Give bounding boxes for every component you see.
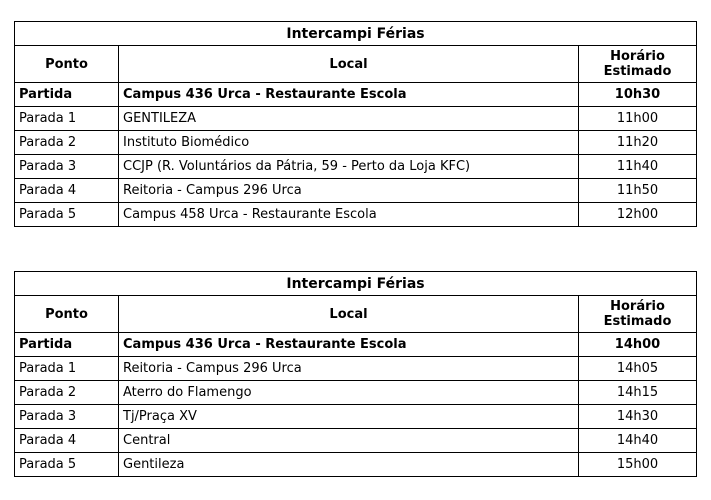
table-row [15,405,697,429]
cell-local: Tj/Praça XV [119,405,579,429]
header-ponto: Ponto [15,46,119,83]
cell-time: 14h05 [579,357,697,381]
cell-ponto: Parada 4 [15,429,119,453]
cell-time: 11h40 [579,155,697,179]
cell-local: Campus 458 Urca - Restaurante Escola [119,203,579,227]
header-horario-line1: Horário [610,299,665,314]
cell-ponto: Parada 2 [15,381,119,405]
table-row [15,179,697,203]
header-ponto: Ponto [15,296,119,333]
cell-ponto: Parada 1 [15,107,119,131]
cell-local: CCJP (R. Voluntários da Pátria, 59 - Perto da Loja KFC) [119,155,579,179]
schedule-table-morning [14,21,697,227]
cell-time: 14h00 [579,333,697,357]
cell-ponto: Parada 3 [15,155,119,179]
cell-time: 11h00 [579,107,697,131]
cell-local: Campus 436 Urca - Restaurante Escola [119,333,579,357]
cell-local: GENTILEZA [119,107,579,131]
cell-time: 15h00 [579,453,697,477]
cell-local: Gentileza [119,453,579,477]
header-horario-line2: Estimado [603,314,672,329]
table-row [15,429,697,453]
cell-time: 14h40 [579,429,697,453]
cell-local: Campus 436 Urca - Restaurante Escola [119,83,579,107]
cell-ponto: Partida [15,83,119,107]
cell-ponto: Parada 2 [15,131,119,155]
cell-time: 14h30 [579,405,697,429]
schedule-table-afternoon [14,271,697,477]
header-horario-line2: Estimado [603,64,672,79]
table-row [15,381,697,405]
table-title: Intercampi Férias [15,22,697,46]
table-row [15,83,697,107]
cell-local: Reitoria - Campus 296 Urca [119,357,579,381]
header-local: Local [119,46,579,83]
cell-ponto: Parada 3 [15,405,119,429]
table-row [15,155,697,179]
header-local: Local [119,296,579,333]
table-row [15,453,697,477]
cell-ponto: Parada 4 [15,179,119,203]
cell-time: 10h30 [579,83,697,107]
cell-local: Reitoria - Campus 296 Urca [119,179,579,203]
cell-ponto: Parada 1 [15,357,119,381]
table-row [15,333,697,357]
table-row [15,107,697,131]
cell-ponto: Parada 5 [15,453,119,477]
cell-time: 11h50 [579,179,697,203]
cell-ponto: Parada 5 [15,203,119,227]
cell-time: 11h20 [579,131,697,155]
header-horario [579,296,697,333]
header-horario [579,46,697,83]
cell-local: Central [119,429,579,453]
cell-local: Instituto Biomédico [119,131,579,155]
table-row [15,203,697,227]
cell-local: Aterro do Flamengo [119,381,579,405]
table-row [15,131,697,155]
cell-time: 14h15 [579,381,697,405]
table-title: Intercampi Férias [15,272,697,296]
cell-time: 12h00 [579,203,697,227]
table-row [15,357,697,381]
header-horario-line1: Horário [610,49,665,64]
cell-ponto: Partida [15,333,119,357]
